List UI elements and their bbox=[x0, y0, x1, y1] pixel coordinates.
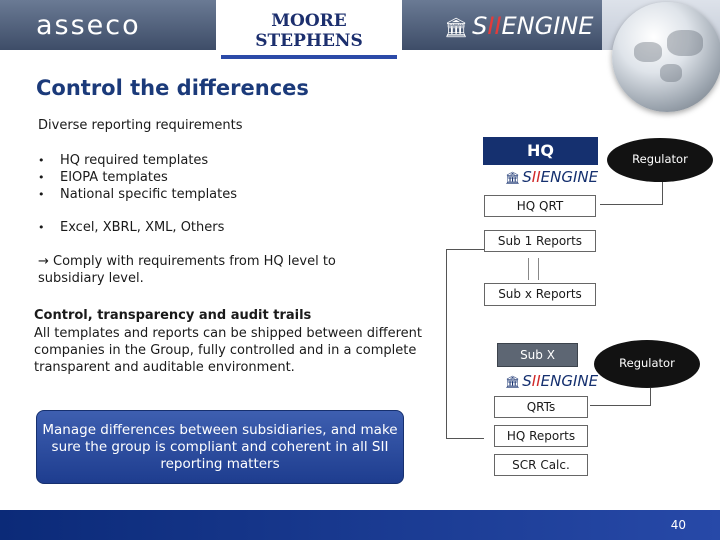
moore-stephens-logo bbox=[216, 0, 402, 50]
regulator-top: Regulator bbox=[607, 138, 713, 182]
list-item: • Excel, XBRL, XML, Others bbox=[38, 220, 225, 235]
header-banner bbox=[0, 0, 720, 50]
hq-reports-box: HQ Reports bbox=[494, 425, 588, 447]
requirements-list bbox=[38, 152, 237, 236]
page-title: Control the differences bbox=[36, 76, 309, 100]
connector-arrow bbox=[446, 438, 484, 439]
connector-line bbox=[446, 249, 447, 438]
page-number: 40 bbox=[670, 518, 686, 532]
bank-icon: 🏛 bbox=[505, 375, 521, 389]
hq-qrt-box: HQ QRT bbox=[484, 195, 596, 217]
footer-bar bbox=[0, 510, 720, 540]
regulator-bottom: Regulator bbox=[594, 340, 700, 388]
connector-line bbox=[600, 204, 662, 205]
moore-stephens-rule bbox=[221, 55, 397, 59]
siiengine-small-logo: 🏛 SIIENGINE bbox=[505, 168, 599, 186]
list-item: • EIOPA templates bbox=[38, 170, 168, 185]
ellipsis-line bbox=[528, 258, 529, 280]
siiengine-wordmark: 🏛 SIIENGINE bbox=[444, 12, 594, 40]
section-heading: Diverse reporting requirements bbox=[38, 118, 243, 133]
ellipsis-line bbox=[538, 258, 539, 280]
list-item: • National specific templates bbox=[38, 187, 238, 202]
bank-icon: 🏛 bbox=[444, 17, 469, 39]
globe-icon bbox=[612, 2, 720, 112]
moore-stephens-wordmark: MOORE STEPHENS bbox=[255, 11, 363, 51]
subx-reports-box: Sub x Reports bbox=[484, 283, 596, 306]
connector-line bbox=[446, 249, 484, 250]
connector-line bbox=[650, 388, 651, 406]
siiengine-logo bbox=[402, 0, 602, 50]
comply-text: → Comply with requirements from HQ level to subsidiary level. bbox=[38, 254, 336, 286]
control-body: All templates and reports can be shipped between different companies in the Group, fully controlled and in a complete transparent and auditable environment. bbox=[34, 326, 422, 375]
qrts-box: QRTs bbox=[494, 396, 588, 418]
bank-icon: 🏛 bbox=[505, 171, 521, 185]
list-item: • HQ required templates bbox=[38, 153, 209, 168]
control-title: Control, transparency and audit trails bbox=[34, 308, 312, 323]
siiengine-small-logo: 🏛 SIIENGINE bbox=[505, 372, 599, 390]
connector-line bbox=[662, 182, 663, 205]
hq-box: HQ bbox=[483, 137, 598, 165]
asseco-logo: asseco bbox=[0, 0, 216, 50]
sub1-reports-box: Sub 1 Reports bbox=[484, 230, 596, 252]
connector-line bbox=[590, 405, 650, 406]
subx-box: Sub X bbox=[497, 343, 578, 367]
summary-callout: Manage differences between subsidiaries, and make sure the group is compliant and coherent in all SII reporting matters bbox=[36, 410, 404, 484]
scr-calc-box: SCR Calc. bbox=[494, 454, 588, 476]
